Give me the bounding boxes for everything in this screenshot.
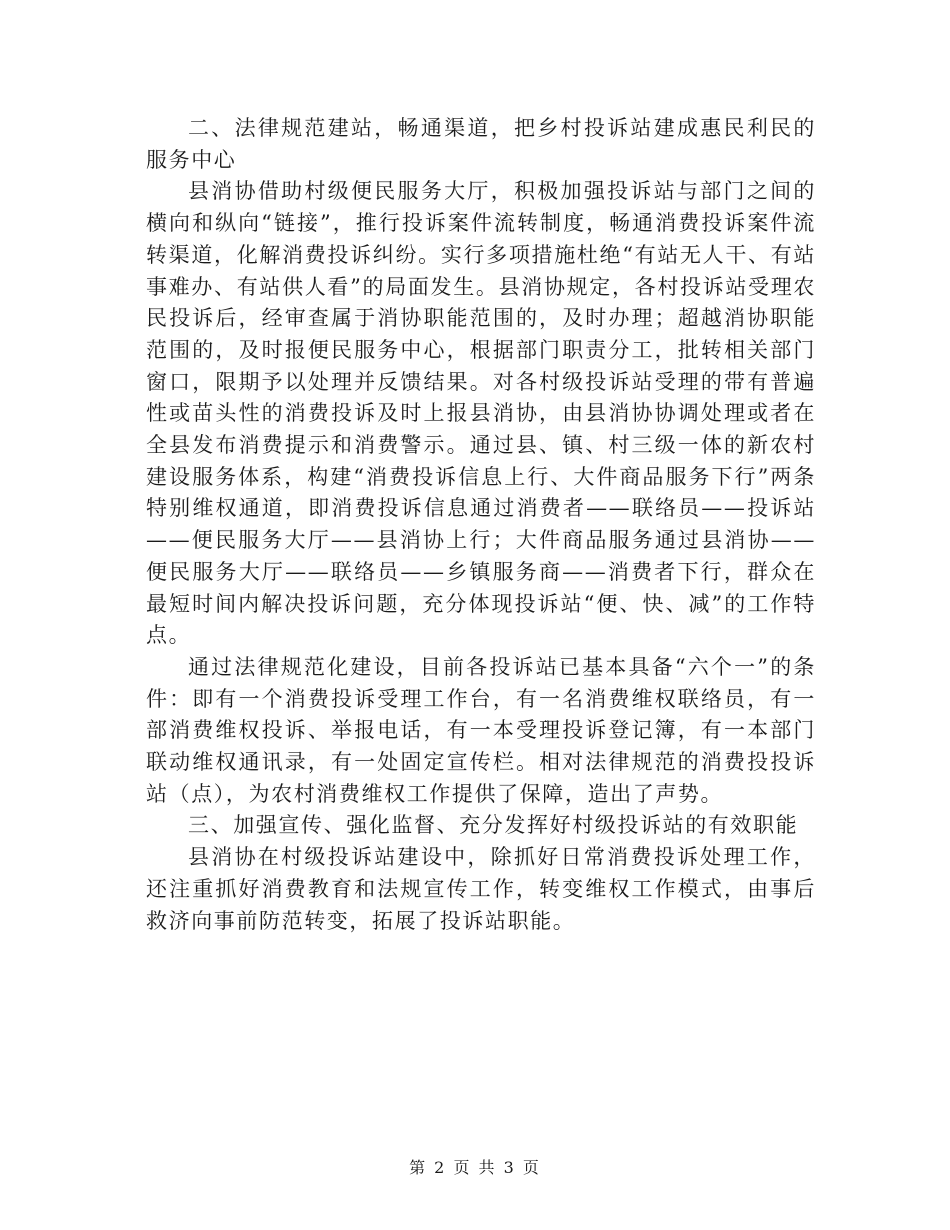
page-number-footer: 第 2 页 共 3 页 [409,1158,541,1177]
section-heading-2: 二、法律规范建站，畅通渠道，把乡村投诉站建成惠民利民的服务中心 [146,116,816,172]
section-heading-3: 三、加强宣传、强化监督、充分发挥好村级投诉站的有效职能 [188,813,799,838]
body-paragraph: 县消协在村级投诉站建设中，除抓好日常消费投诉处理工作，还注重抓好消费教育和法规宣传工作，转变维权工作模式，由事后救济向事前防范转变，拓展了投诉站职能。 [146,845,816,933]
body-paragraph: 通过法律规范化建设，目前各投诉站已基本具备“六个一”的条件：即有一个消费投诉受理工作台，有一名消费维权联络员，有一部消费维权投诉、举报电话，有一本受理投诉登记簿，有一本部门联动维权通讯录，有一处固定宣传栏。相对法律规范的消费投投诉站（点），为农村消费维权工作提供了保障，造出了声势。 [146,654,816,806]
body-paragraph: 县消协借助村级便民服务大厅，积极加强投诉站与部门之间的横向和纵向“链接”，推行投诉案件流转制度，畅通消费投诉案件流转渠道，化解消费投诉纠纷。实行多项措施杜绝“有站无人干、有站事难办、有站供人看”的局面发生。县消协规定，各村投诉站受理农民投诉后，经审查属于消协职能范围的，及时办理；超越消协职能范围的，及时报便民服务中心，根据部门职责分工，批转相关部门窗口，限期予以处理并反馈结果。对各村级投诉站受理的带有普遍性或苗头性的消费投诉及时上报县消协，由县消协协调处理或者在全县发布消费提示和消费警示。通过县、镇、村三级一体的新农村建设服务体系，构建“消费投诉信息上行、大件商品服务下行”两条特别维权通道，即消费投诉信息通过消费者——联络员——投诉站——便民服务大厅——县消协上行；大件商品服务通过县消协——便民服务大厅——联络员——乡镇服务商——消费者下行，群众在最短时间内解决投诉问题，充分体现投诉站“便、快、减”的工作特点。 [146,179,816,648]
document-body [146,113,816,937]
